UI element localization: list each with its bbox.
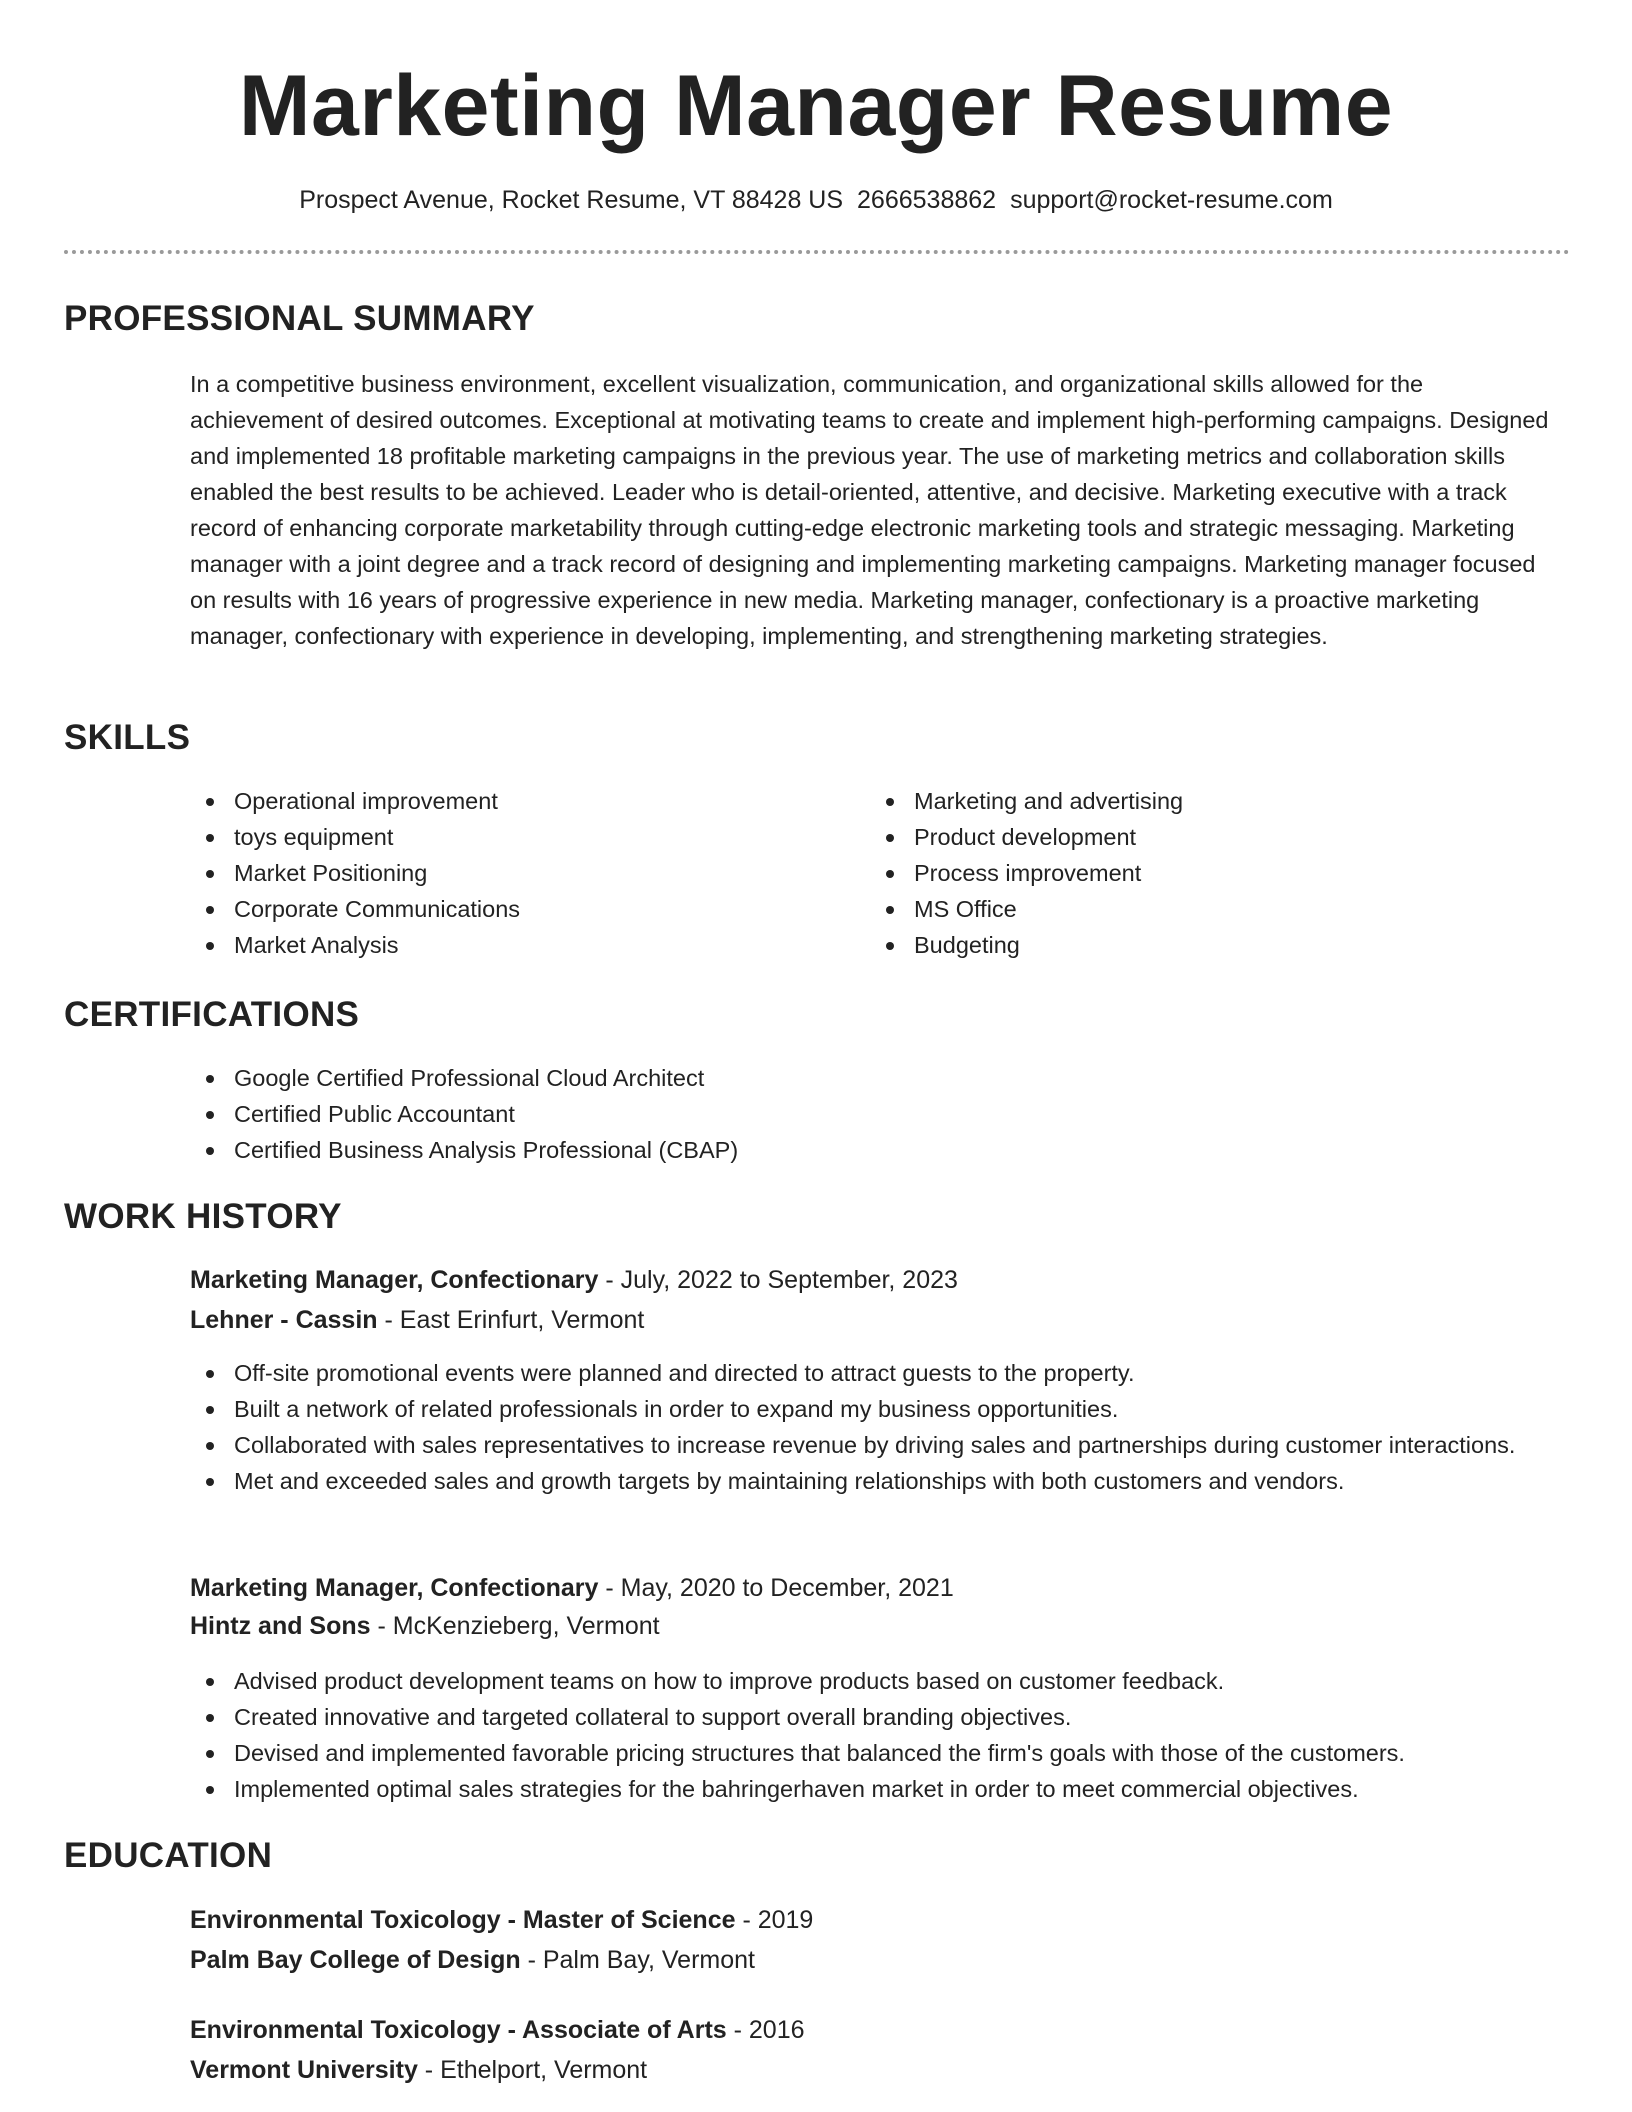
job-role: Marketing Manager, Confectionary bbox=[190, 1574, 599, 1602]
address: Prospect Avenue, Rocket Resume, VT 88428 US bbox=[299, 186, 844, 214]
section-title-skills: SKILLS bbox=[64, 718, 191, 757]
job-bullet: Advised product development teams on how to improve products based on customer feedback. bbox=[190, 1663, 1550, 1699]
section-title-summary: PROFESSIONAL SUMMARY bbox=[64, 299, 535, 338]
degree-year: - 2016 bbox=[726, 2016, 805, 2044]
job-role: Marketing Manager, Confectionary bbox=[190, 1266, 599, 1294]
degree-name: Environmental Toxicology - Master of Science bbox=[190, 1906, 736, 1934]
summary-text: In a competitive business environment, excellent visualization, communication, and organizational skills allowed for the achievement of desired outcomes. Exceptional at motivating teams to create and implement high-performing campaigns. Designed and implemented 18 profitable marketing campaigns in the previous year. The use of marketing metrics and collaboration skills enabled the best results to be achieved. Leader who is detail-oriented, attentive, and decisive. Marketing executive with a track record of enhancing corporate marketability through cutting-edge electronic marketing tools and strategic messaging. Marketing manager with a joint degree and a track record of designing and implementing marketing campaigns. Marketing manager focused on results with 16 years of progressive experience in new media. Marketing manager, confectionary is a proactive marketing manager, confectionary with experience in developing, implementing, and strengthening marketing strategies. bbox=[190, 371, 1549, 649]
school-location: - Ethelport, Vermont bbox=[417, 2056, 648, 2084]
company-name: Hintz and Sons bbox=[190, 1612, 371, 1640]
phone: 2666538862 bbox=[857, 186, 997, 214]
job-bullet: Met and exceeded sales and growth targets by maintaining relationships with both customers and vendors. bbox=[190, 1463, 1550, 1499]
job-bullet: Devised and implemented favorable pricing structures that balanced the firm's goals with those of the customers. bbox=[190, 1735, 1550, 1771]
skill-item: MS Office bbox=[870, 891, 1490, 927]
job-bullet: Created innovative and targeted collateral to support overall branding objectives. bbox=[190, 1699, 1550, 1735]
header-divider bbox=[64, 250, 1570, 254]
company-location: - East Erinfurt, Vermont bbox=[377, 1306, 645, 1334]
company-location: - McKenzieberg, Vermont bbox=[370, 1612, 660, 1640]
skill-item: Market Analysis bbox=[190, 927, 810, 963]
email: support@rocket-resume.com bbox=[1010, 186, 1333, 214]
degree-line bbox=[190, 1902, 813, 1938]
certifications-list bbox=[190, 1060, 1490, 1168]
skill-item: Process improvement bbox=[870, 855, 1490, 891]
degree-line bbox=[190, 2012, 805, 2048]
job-title-line bbox=[190, 1570, 954, 1606]
skill-item: Product development bbox=[870, 819, 1490, 855]
job-title-line bbox=[190, 1262, 958, 1298]
skill-item: Market Positioning bbox=[190, 855, 810, 891]
degree-name: Environmental Toxicology - Associate of Arts bbox=[190, 2016, 727, 2044]
contact-line bbox=[0, 182, 1632, 218]
skill-item: Corporate Communications bbox=[190, 891, 810, 927]
job-bullets bbox=[190, 1663, 1550, 1807]
certification-item: Certified Business Analysis Professional (CBAP) bbox=[190, 1132, 1490, 1168]
job-bullet: Off-site promotional events were planned and directed to attract guests to the property. bbox=[190, 1355, 1550, 1391]
job-dates: - May, 2020 to December, 2021 bbox=[598, 1574, 954, 1602]
skill-item: Budgeting bbox=[870, 927, 1490, 963]
certification-item: Certified Public Accountant bbox=[190, 1096, 1490, 1132]
school-location: - Palm Bay, Vermont bbox=[520, 1946, 755, 1974]
job-bullets bbox=[190, 1355, 1550, 1499]
skills-list-right bbox=[870, 783, 1490, 963]
skill-item: toys equipment bbox=[190, 819, 810, 855]
school-name: Vermont University bbox=[190, 2056, 418, 2084]
job-bullet: Collaborated with sales representatives to increase revenue by driving sales and partnerships during customer interactions. bbox=[190, 1427, 1550, 1463]
degree-year: - 2019 bbox=[735, 1906, 814, 1934]
job-bullet: Built a network of related professionals in order to expand my business opportunities. bbox=[190, 1391, 1550, 1427]
company-name: Lehner - Cassin bbox=[190, 1306, 378, 1334]
skills-list-left bbox=[190, 783, 810, 963]
section-title-work-history: WORK HISTORY bbox=[64, 1197, 342, 1236]
company-line bbox=[190, 1302, 644, 1338]
section-title-education: EDUCATION bbox=[64, 1836, 273, 1875]
certification-item: Google Certified Professional Cloud Architect bbox=[190, 1060, 1490, 1096]
school-name: Palm Bay College of Design bbox=[190, 1946, 521, 1974]
resume-title: Marketing Manager Resume bbox=[238, 58, 1394, 154]
school-line bbox=[190, 2052, 647, 2088]
job-bullet: Implemented optimal sales strategies for the bahringerhaven market in order to meet commercial objectives. bbox=[190, 1771, 1550, 1807]
school-line bbox=[190, 1942, 755, 1978]
section-title-certifications: CERTIFICATIONS bbox=[64, 995, 360, 1034]
company-line bbox=[190, 1608, 660, 1644]
job-dates: - July, 2022 to September, 2023 bbox=[598, 1266, 958, 1294]
skill-item: Marketing and advertising bbox=[870, 783, 1490, 819]
skill-item: Operational improvement bbox=[190, 783, 810, 819]
